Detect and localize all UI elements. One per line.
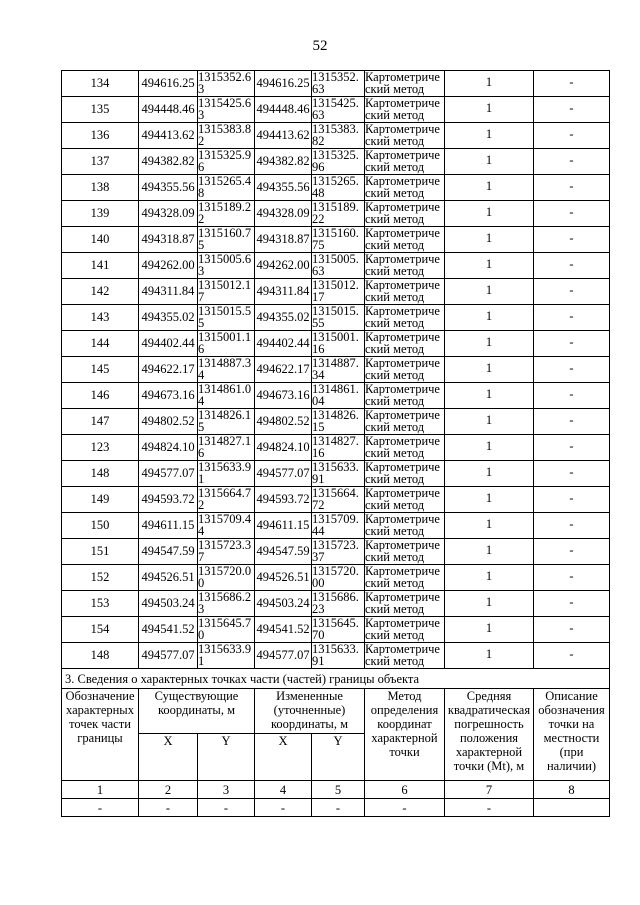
changed-x-cell: 494413.62 bbox=[255, 123, 312, 149]
existing-y-cell: 1315325.96 bbox=[198, 149, 255, 175]
method-line-2: ский метод bbox=[365, 160, 425, 174]
existing-x-cell: 494318.87 bbox=[139, 227, 198, 253]
accuracy-cell: 1 bbox=[445, 591, 534, 617]
description-cell: - bbox=[534, 513, 610, 539]
existing-x-cell: 494673.16 bbox=[139, 383, 198, 409]
existing-x-cell: 494593.72 bbox=[139, 487, 198, 513]
header-method: Метод определения координат характерной точки bbox=[365, 689, 445, 781]
existing-y-cell: 1314887.34 bbox=[198, 357, 255, 383]
changed-x-cell: 494526.51 bbox=[255, 565, 312, 591]
page-number: 52 bbox=[312, 38, 328, 54]
existing-y-cell: 1315425.63 bbox=[198, 97, 255, 123]
empty-cell: - bbox=[198, 799, 255, 817]
existing-x-cell: 494541.52 bbox=[139, 617, 198, 643]
column-number: 8 bbox=[534, 781, 610, 799]
description-cell: - bbox=[534, 97, 610, 123]
description-cell: - bbox=[534, 461, 610, 487]
empty-cell: - bbox=[445, 799, 534, 817]
table-row bbox=[62, 123, 610, 149]
changed-y-cell: 1315001.16 bbox=[312, 331, 365, 357]
method-line-1: Картометриче bbox=[365, 408, 440, 422]
method-line-2: ский метод bbox=[365, 342, 425, 356]
accuracy-cell: 1 bbox=[445, 539, 534, 565]
method-cell bbox=[365, 279, 445, 305]
accuracy-cell: 1 bbox=[445, 383, 534, 409]
empty-cell: - bbox=[365, 799, 445, 817]
existing-y-cell: 1315383.82 bbox=[198, 123, 255, 149]
header-designation: Обозначение характерных точек части границы bbox=[62, 689, 139, 781]
existing-y-cell: 1315265.48 bbox=[198, 175, 255, 201]
changed-y-cell: 1315709.44 bbox=[312, 513, 365, 539]
method-cell bbox=[365, 565, 445, 591]
header-existing-coordinates: Существующие координаты, м bbox=[139, 689, 255, 734]
description-cell: - bbox=[534, 123, 610, 149]
point-number-cell: 140 bbox=[62, 227, 139, 253]
existing-y-cell: 1315012.17 bbox=[198, 279, 255, 305]
method-cell bbox=[365, 357, 445, 383]
method-cell bbox=[365, 227, 445, 253]
changed-y-cell: 1315352.63 bbox=[312, 71, 365, 97]
column-number: 4 bbox=[255, 781, 312, 799]
table-row bbox=[62, 227, 610, 253]
point-number-cell: 152 bbox=[62, 565, 139, 591]
changed-x-cell: 494547.59 bbox=[255, 539, 312, 565]
method-line-2: ский метод bbox=[365, 420, 425, 434]
changed-x-cell: 494577.07 bbox=[255, 461, 312, 487]
table-row bbox=[62, 331, 610, 357]
method-line-2: ский метод bbox=[365, 212, 425, 226]
description-cell: - bbox=[534, 253, 610, 279]
accuracy-cell: 1 bbox=[445, 305, 534, 331]
boundary-points-table bbox=[61, 70, 610, 817]
existing-y-cell: 1315633.91 bbox=[198, 643, 255, 669]
changed-y-cell: 1315012.17 bbox=[312, 279, 365, 305]
existing-y-cell: 1315709.44 bbox=[198, 513, 255, 539]
description-cell: - bbox=[534, 435, 610, 461]
section-3-title: 3. Сведения о характерных точках части (частей) границы объекта bbox=[62, 669, 610, 689]
existing-x-cell: 494802.52 bbox=[139, 409, 198, 435]
method-cell bbox=[365, 435, 445, 461]
point-number-cell: 144 bbox=[62, 331, 139, 357]
point-number-cell: 145 bbox=[62, 357, 139, 383]
method-line-2: ский метод bbox=[365, 550, 425, 564]
changed-y-cell: 1315425.63 bbox=[312, 97, 365, 123]
existing-x-cell: 494382.82 bbox=[139, 149, 198, 175]
existing-x-cell: 494448.46 bbox=[139, 97, 198, 123]
changed-x-cell: 494593.72 bbox=[255, 487, 312, 513]
changed-y-cell: 1315189.22 bbox=[312, 201, 365, 227]
existing-y-cell: 1315686.23 bbox=[198, 591, 255, 617]
description-cell: - bbox=[534, 643, 610, 669]
method-line-1: Картометриче bbox=[365, 304, 440, 318]
accuracy-cell: 1 bbox=[445, 643, 534, 669]
method-line-2: ский метод bbox=[365, 472, 425, 486]
changed-x-cell: 494328.09 bbox=[255, 201, 312, 227]
method-line-2: ский метод bbox=[365, 446, 425, 460]
method-cell bbox=[365, 539, 445, 565]
existing-y-cell: 1315645.70 bbox=[198, 617, 255, 643]
changed-x-cell: 494503.24 bbox=[255, 591, 312, 617]
accuracy-cell: 1 bbox=[445, 175, 534, 201]
accuracy-cell: 1 bbox=[445, 461, 534, 487]
accuracy-cell: 1 bbox=[445, 357, 534, 383]
table-row bbox=[62, 175, 610, 201]
column-number: 2 bbox=[139, 781, 198, 799]
table-row bbox=[62, 201, 610, 227]
changed-x-cell: 494262.00 bbox=[255, 253, 312, 279]
method-line-1: Картометриче bbox=[365, 200, 440, 214]
changed-y-cell: 1315633.91 bbox=[312, 461, 365, 487]
table-row bbox=[62, 253, 610, 279]
table-row bbox=[62, 617, 610, 643]
method-line-2: ский метод bbox=[365, 108, 425, 122]
table-row bbox=[62, 97, 610, 123]
existing-y-cell: 1315189.22 bbox=[198, 201, 255, 227]
method-line-2: ский метод bbox=[365, 602, 425, 616]
description-cell: - bbox=[534, 201, 610, 227]
existing-x-cell: 494622.17 bbox=[139, 357, 198, 383]
existing-x-cell: 494503.24 bbox=[139, 591, 198, 617]
changed-x-cell: 494616.25 bbox=[255, 71, 312, 97]
method-line-2: ский метод bbox=[365, 394, 425, 408]
method-line-1: Картометриче bbox=[365, 252, 440, 266]
method-line-2: ский метод bbox=[365, 186, 425, 200]
changed-x-cell: 494311.84 bbox=[255, 279, 312, 305]
changed-x-cell: 494802.52 bbox=[255, 409, 312, 435]
method-cell bbox=[365, 331, 445, 357]
existing-x-cell: 494526.51 bbox=[139, 565, 198, 591]
empty-cell: - bbox=[62, 799, 139, 817]
changed-y-cell: 1315005.63 bbox=[312, 253, 365, 279]
point-number-cell: 136 bbox=[62, 123, 139, 149]
point-number-cell: 134 bbox=[62, 71, 139, 97]
point-number-cell: 148 bbox=[62, 643, 139, 669]
empty-cell: - bbox=[139, 799, 198, 817]
changed-x-cell: 494611.15 bbox=[255, 513, 312, 539]
table-row bbox=[62, 279, 610, 305]
existing-x-cell: 494611.15 bbox=[139, 513, 198, 539]
table-row bbox=[62, 513, 610, 539]
existing-y-cell: 1315664.72 bbox=[198, 487, 255, 513]
changed-x-cell: 494402.44 bbox=[255, 331, 312, 357]
header-description: Описание обозначения точки на местности (при наличии) bbox=[534, 689, 610, 781]
accuracy-cell: 1 bbox=[445, 97, 534, 123]
changed-y-cell: 1315325.96 bbox=[312, 149, 365, 175]
method-line-2: ский метод bbox=[365, 628, 425, 642]
point-number-cell: 147 bbox=[62, 409, 139, 435]
existing-y-cell: 1315015.55 bbox=[198, 305, 255, 331]
existing-y-cell: 1314826.15 bbox=[198, 409, 255, 435]
method-line-2: ский метод bbox=[365, 264, 425, 278]
existing-x-cell: 494262.00 bbox=[139, 253, 198, 279]
method-line-1: Картометриче bbox=[365, 70, 440, 84]
method-line-1: Картометриче bbox=[365, 356, 440, 370]
method-cell bbox=[365, 201, 445, 227]
changed-x-cell: 494622.17 bbox=[255, 357, 312, 383]
changed-y-cell: 1315160.75 bbox=[312, 227, 365, 253]
empty-cell: - bbox=[312, 799, 365, 817]
changed-y-cell: 1315664.72 bbox=[312, 487, 365, 513]
existing-y-cell: 1315633.91 bbox=[198, 461, 255, 487]
description-cell: - bbox=[534, 617, 610, 643]
method-cell bbox=[365, 97, 445, 123]
header-accuracy: Средняя квадратическая погрешность положения характерной точки (Mt), м bbox=[445, 689, 534, 781]
description-cell: - bbox=[534, 279, 610, 305]
table-row bbox=[62, 461, 610, 487]
method-cell bbox=[365, 383, 445, 409]
method-line-2: ский метод bbox=[365, 498, 425, 512]
column-number: 6 bbox=[365, 781, 445, 799]
method-line-1: Картометриче bbox=[365, 642, 440, 656]
changed-y-cell: 1315265.48 bbox=[312, 175, 365, 201]
table-row bbox=[62, 71, 610, 97]
existing-y-cell: 1315005.63 bbox=[198, 253, 255, 279]
method-line-2: ский метод bbox=[365, 238, 425, 252]
method-line-1: Картометриче bbox=[365, 460, 440, 474]
method-cell bbox=[365, 513, 445, 539]
table-row bbox=[62, 591, 610, 617]
method-cell bbox=[365, 71, 445, 97]
accuracy-cell: 1 bbox=[445, 71, 534, 97]
existing-x-cell: 494824.10 bbox=[139, 435, 198, 461]
existing-y-cell: 1315160.75 bbox=[198, 227, 255, 253]
existing-x-cell: 494577.07 bbox=[139, 461, 198, 487]
method-line-1: Картометриче bbox=[365, 174, 440, 188]
method-line-2: ский метод bbox=[365, 368, 425, 382]
changed-y-cell: 1314827.16 bbox=[312, 435, 365, 461]
method-line-1: Картометриче bbox=[365, 226, 440, 240]
method-line-1: Картометриче bbox=[365, 96, 440, 110]
accuracy-cell: 1 bbox=[445, 617, 534, 643]
method-line-2: ский метод bbox=[365, 134, 425, 148]
method-line-1: Картометриче bbox=[365, 564, 440, 578]
description-cell: - bbox=[534, 149, 610, 175]
changed-y-cell: 1314861.04 bbox=[312, 383, 365, 409]
point-number-cell: 139 bbox=[62, 201, 139, 227]
point-number-cell: 137 bbox=[62, 149, 139, 175]
changed-x-cell: 494541.52 bbox=[255, 617, 312, 643]
method-cell bbox=[365, 617, 445, 643]
accuracy-cell: 1 bbox=[445, 565, 534, 591]
changed-x-cell: 494355.56 bbox=[255, 175, 312, 201]
table-row bbox=[62, 487, 610, 513]
accuracy-cell: 1 bbox=[445, 513, 534, 539]
method-line-1: Картометриче bbox=[365, 382, 440, 396]
column-number: 1 bbox=[62, 781, 139, 799]
method-line-2: ский метод bbox=[365, 654, 425, 668]
description-cell: - bbox=[534, 383, 610, 409]
method-cell bbox=[365, 643, 445, 669]
section-3-title-row bbox=[62, 669, 610, 689]
method-line-1: Картометриче bbox=[365, 486, 440, 500]
accuracy-cell: 1 bbox=[445, 253, 534, 279]
table-row bbox=[62, 539, 610, 565]
method-line-2: ский метод bbox=[365, 576, 425, 590]
description-cell: - bbox=[534, 565, 610, 591]
method-line-1: Картометриче bbox=[365, 330, 440, 344]
changed-x-cell: 494824.10 bbox=[255, 435, 312, 461]
existing-y-cell: 1315723.37 bbox=[198, 539, 255, 565]
point-number-cell: 153 bbox=[62, 591, 139, 617]
method-cell bbox=[365, 253, 445, 279]
changed-y-cell: 1315383.82 bbox=[312, 123, 365, 149]
existing-y-cell: 1315001.16 bbox=[198, 331, 255, 357]
method-cell bbox=[365, 175, 445, 201]
point-number-cell: 146 bbox=[62, 383, 139, 409]
existing-y-cell: 1315720.00 bbox=[198, 565, 255, 591]
table-row bbox=[62, 149, 610, 175]
method-line-2: ский метод bbox=[365, 82, 425, 96]
existing-x-cell: 494311.84 bbox=[139, 279, 198, 305]
changed-y-cell: 1315633.91 bbox=[312, 643, 365, 669]
method-line-1: Картометриче bbox=[365, 538, 440, 552]
description-cell: - bbox=[534, 357, 610, 383]
header-changed-coordinates: Измененные (уточненные) координаты, м bbox=[255, 689, 365, 734]
point-number-cell: 151 bbox=[62, 539, 139, 565]
empty-cell: - bbox=[255, 799, 312, 817]
existing-x-cell: 494402.44 bbox=[139, 331, 198, 357]
table-row bbox=[62, 383, 610, 409]
coordinates-table-body bbox=[62, 71, 610, 669]
point-number-cell: 123 bbox=[62, 435, 139, 461]
section-3-empty-row bbox=[62, 799, 610, 817]
existing-x-cell: 494355.02 bbox=[139, 305, 198, 331]
point-number-cell: 135 bbox=[62, 97, 139, 123]
header-existing-x: X bbox=[139, 734, 198, 781]
existing-x-cell: 494616.25 bbox=[139, 71, 198, 97]
changed-y-cell: 1314887.34 bbox=[312, 357, 365, 383]
changed-y-cell: 1315686.23 bbox=[312, 591, 365, 617]
changed-x-cell: 494318.87 bbox=[255, 227, 312, 253]
method-line-2: ский метод bbox=[365, 316, 425, 330]
description-cell: - bbox=[534, 175, 610, 201]
changed-y-cell: 1315723.37 bbox=[312, 539, 365, 565]
accuracy-cell: 1 bbox=[445, 123, 534, 149]
description-cell: - bbox=[534, 409, 610, 435]
changed-x-cell: 494382.82 bbox=[255, 149, 312, 175]
existing-y-cell: 1315352.63 bbox=[198, 71, 255, 97]
method-cell bbox=[365, 409, 445, 435]
changed-x-cell: 494673.16 bbox=[255, 383, 312, 409]
method-line-1: Картометриче bbox=[365, 616, 440, 630]
description-cell: - bbox=[534, 71, 610, 97]
method-cell bbox=[365, 461, 445, 487]
method-line-1: Картометриче bbox=[365, 278, 440, 292]
accuracy-cell: 1 bbox=[445, 487, 534, 513]
point-number-cell: 148 bbox=[62, 461, 139, 487]
method-line-1: Картометриче bbox=[365, 122, 440, 136]
description-cell: - bbox=[534, 305, 610, 331]
table-row bbox=[62, 643, 610, 669]
changed-y-cell: 1315015.55 bbox=[312, 305, 365, 331]
accuracy-cell: 1 bbox=[445, 227, 534, 253]
changed-x-cell: 494577.07 bbox=[255, 643, 312, 669]
point-number-cell: 138 bbox=[62, 175, 139, 201]
table-row bbox=[62, 565, 610, 591]
method-line-1: Картометриче bbox=[365, 590, 440, 604]
header-changed-y: Y bbox=[312, 734, 365, 781]
column-numbers-row bbox=[62, 781, 610, 799]
method-cell bbox=[365, 149, 445, 175]
point-number-cell: 142 bbox=[62, 279, 139, 305]
section-3-header-row bbox=[62, 689, 610, 734]
method-line-1: Картометриче bbox=[365, 434, 440, 448]
point-number-cell: 143 bbox=[62, 305, 139, 331]
existing-x-cell: 494328.09 bbox=[139, 201, 198, 227]
description-cell: - bbox=[534, 539, 610, 565]
accuracy-cell: 1 bbox=[445, 409, 534, 435]
changed-x-cell: 494448.46 bbox=[255, 97, 312, 123]
table-row bbox=[62, 409, 610, 435]
changed-y-cell: 1314826.15 bbox=[312, 409, 365, 435]
changed-y-cell: 1315720.00 bbox=[312, 565, 365, 591]
accuracy-cell: 1 bbox=[445, 279, 534, 305]
method-cell bbox=[365, 591, 445, 617]
existing-x-cell: 494577.07 bbox=[139, 643, 198, 669]
accuracy-cell: 1 bbox=[445, 201, 534, 227]
method-line-2: ский метод bbox=[365, 524, 425, 538]
changed-y-cell: 1315645.70 bbox=[312, 617, 365, 643]
description-cell: - bbox=[534, 331, 610, 357]
point-number-cell: 154 bbox=[62, 617, 139, 643]
header-existing-y: Y bbox=[198, 734, 255, 781]
column-number: 5 bbox=[312, 781, 365, 799]
method-line-1: Картометриче bbox=[365, 148, 440, 162]
existing-x-cell: 494413.62 bbox=[139, 123, 198, 149]
changed-x-cell: 494355.02 bbox=[255, 305, 312, 331]
point-number-cell: 150 bbox=[62, 513, 139, 539]
accuracy-cell: 1 bbox=[445, 435, 534, 461]
table-row bbox=[62, 305, 610, 331]
description-cell: - bbox=[534, 487, 610, 513]
column-number: 3 bbox=[198, 781, 255, 799]
method-cell bbox=[365, 305, 445, 331]
table-row bbox=[62, 435, 610, 461]
table-row bbox=[62, 357, 610, 383]
header-changed-x: X bbox=[255, 734, 312, 781]
description-cell: - bbox=[534, 227, 610, 253]
column-number: 7 bbox=[445, 781, 534, 799]
point-number-cell: 141 bbox=[62, 253, 139, 279]
point-number-cell: 149 bbox=[62, 487, 139, 513]
existing-y-cell: 1314827.16 bbox=[198, 435, 255, 461]
method-line-2: ский метод bbox=[365, 290, 425, 304]
existing-x-cell: 494355.56 bbox=[139, 175, 198, 201]
description-cell: - bbox=[534, 591, 610, 617]
accuracy-cell: 1 bbox=[445, 149, 534, 175]
existing-x-cell: 494547.59 bbox=[139, 539, 198, 565]
empty-cell bbox=[534, 799, 610, 817]
accuracy-cell: 1 bbox=[445, 331, 534, 357]
method-cell bbox=[365, 487, 445, 513]
method-line-1: Картометриче bbox=[365, 512, 440, 526]
method-cell bbox=[365, 123, 445, 149]
existing-y-cell: 1314861.04 bbox=[198, 383, 255, 409]
